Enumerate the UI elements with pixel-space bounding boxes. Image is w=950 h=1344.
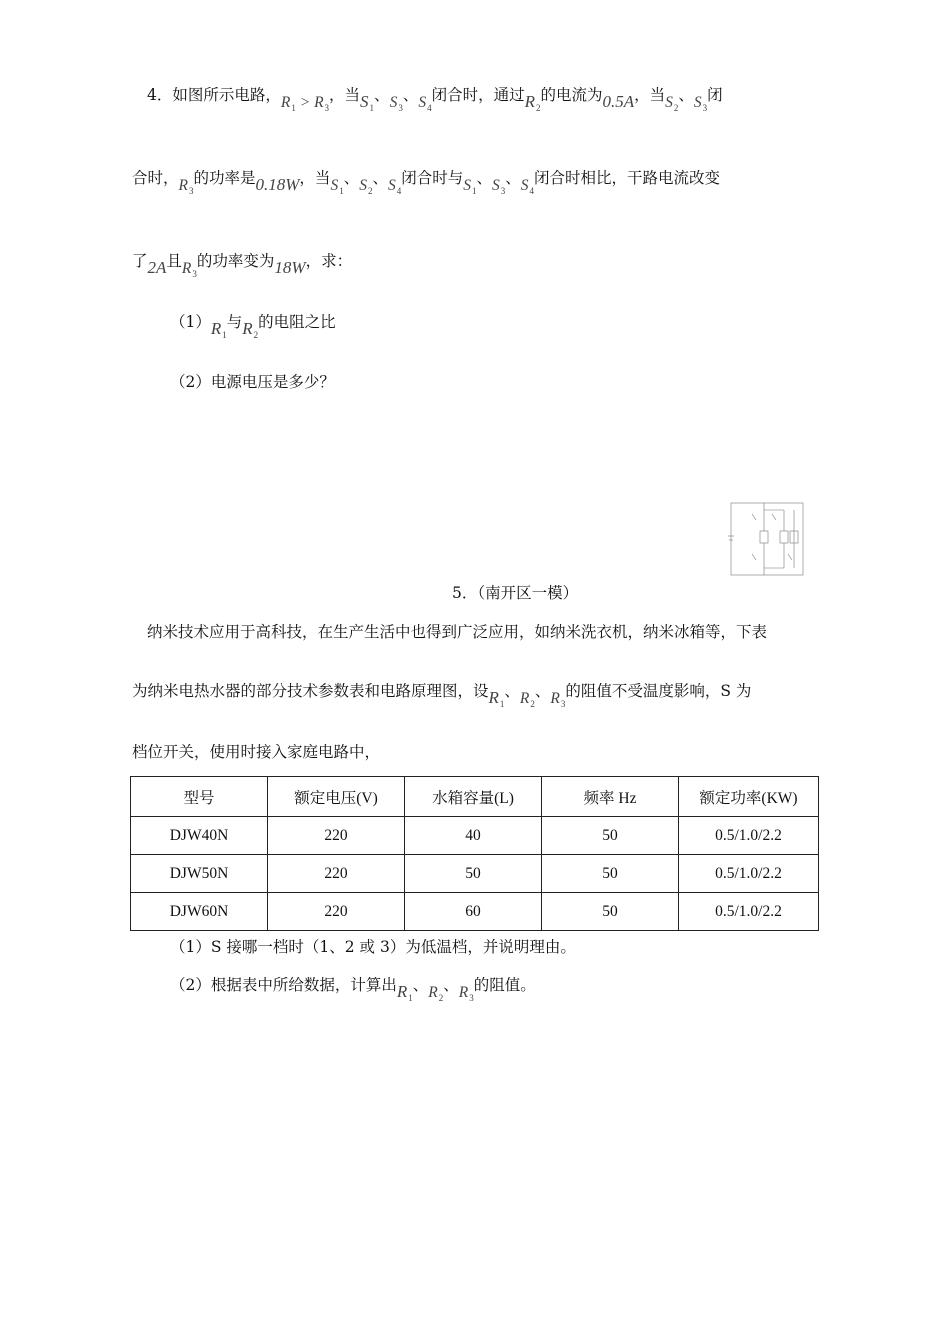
q4-line-3: 了2A且$R_3$的功率变为18W，求：	[132, 252, 353, 279]
math-0-5a: 0.5A	[602, 92, 635, 111]
math-s4b: $S_4$	[520, 177, 535, 196]
math-s3b: $S_3$	[693, 94, 708, 113]
header-cell: 额定电压(V)	[268, 777, 405, 817]
math-r2: $R_2$	[519, 690, 535, 709]
header-cell: 额定功率(KW)	[679, 777, 819, 817]
header-cell: 频率 Hz	[542, 777, 679, 817]
q5-sub-1: （1）S 接哪一档时（1、2 或 3）为低温档，并说明理由。	[170, 938, 576, 956]
table-header-row	[131, 777, 819, 817]
table-cell: 220	[268, 893, 405, 931]
math-r3: $R_3$	[181, 260, 197, 279]
table-cell: 50	[405, 855, 542, 893]
q5-line-2: 为纳米电热水器的部分技术参数表和电路原理图，设$R_1$、$R_2$、$R_3$的阻值不受温度影响，S 为	[132, 682, 752, 709]
table-cell: 0.5/1.0/2.2	[679, 817, 819, 855]
math-r3: $R_3$	[458, 984, 474, 1003]
spec-table	[130, 776, 819, 931]
math-s1: $S_1$	[330, 177, 344, 196]
table-row	[131, 855, 819, 893]
table-cell: 50	[542, 855, 679, 893]
q5-line-3: 档位开关，使用时接入家庭电路中，	[132, 743, 381, 761]
q5-sub-2: （2）根据表中所给数据，计算出$R_1$、$R_2$、$R_3$的阻值。	[170, 976, 536, 1003]
circuit-diagram	[728, 500, 806, 578]
table-cell: 60	[405, 893, 542, 931]
math-0-18w: 0.18W	[255, 175, 300, 194]
table-row	[131, 817, 819, 855]
math-2a: 2A	[147, 258, 167, 277]
math-r1: $R_1$	[488, 688, 505, 709]
table-cell: 220	[268, 855, 405, 893]
math-s3: $S_3$	[389, 94, 403, 113]
q5-line-1: 纳米技术应用于高科技，在生产生活中也得到广泛应用，如纳米洗衣机，纳米冰箱等，下表	[147, 623, 768, 641]
math-s2: $S_2$	[665, 94, 679, 113]
math-r1: $R_1$	[210, 319, 227, 340]
table-cell: DJW60N	[131, 893, 268, 931]
table-cell: 0.5/1.0/2.2	[679, 855, 819, 893]
q4-line-1: 4．如图所示电路，$R_1 > R_3$，当$S_1$、$S_3$、$S_4$闭合时，通过$R_2$的电流为0.5A，当$S_2$、$S_3$闭	[147, 86, 723, 113]
math-s2: $S_2$	[359, 177, 373, 196]
math-s3: $S_3$	[492, 177, 506, 196]
table-cell: DJW50N	[131, 855, 268, 893]
table-cell: DJW40N	[131, 817, 268, 855]
header-cell: 型号	[131, 777, 268, 817]
math-r2: $R_2$	[524, 92, 541, 113]
math-r2: $R_2$	[242, 319, 259, 340]
math-s1b: $S_1$	[463, 177, 477, 196]
q4-sub-2: （2）电源电压是多少？	[170, 373, 335, 391]
header-cell: 水箱容量(L)	[405, 777, 542, 817]
math-r3: $R_3$	[550, 690, 566, 709]
table-cell: 50	[542, 893, 679, 931]
q4-line-2: 合时，$R_3$的功率是0.18W，当$S_1$、$S_2$、$S_4$闭合时与$S_1$、$S_3$、$S_4$闭合时相比，干路电流改变	[132, 169, 721, 196]
table-cell: 220	[268, 817, 405, 855]
table-cell: 40	[405, 817, 542, 855]
q5-title: 5．（南开区一模）	[452, 584, 579, 602]
math-r1: $R_1$	[396, 982, 413, 1003]
math-r1-gt-r3: $R_1 > R_3$	[280, 94, 330, 113]
math-s4: $S_4$	[418, 94, 432, 113]
math-s4: $S_4$	[387, 177, 402, 196]
q4-sub-1: $(1)R_1$与$R_2$的电阻之比	[170, 313, 336, 340]
math-18w: 18W	[274, 258, 306, 277]
table-cell: 50	[542, 817, 679, 855]
table-row	[131, 893, 819, 931]
math-r3: $R_3$	[178, 177, 194, 196]
table-cell: 0.5/1.0/2.2	[679, 893, 819, 931]
math-r2: $R_2$	[428, 984, 444, 1003]
math-s1: $S_1$	[360, 92, 375, 113]
